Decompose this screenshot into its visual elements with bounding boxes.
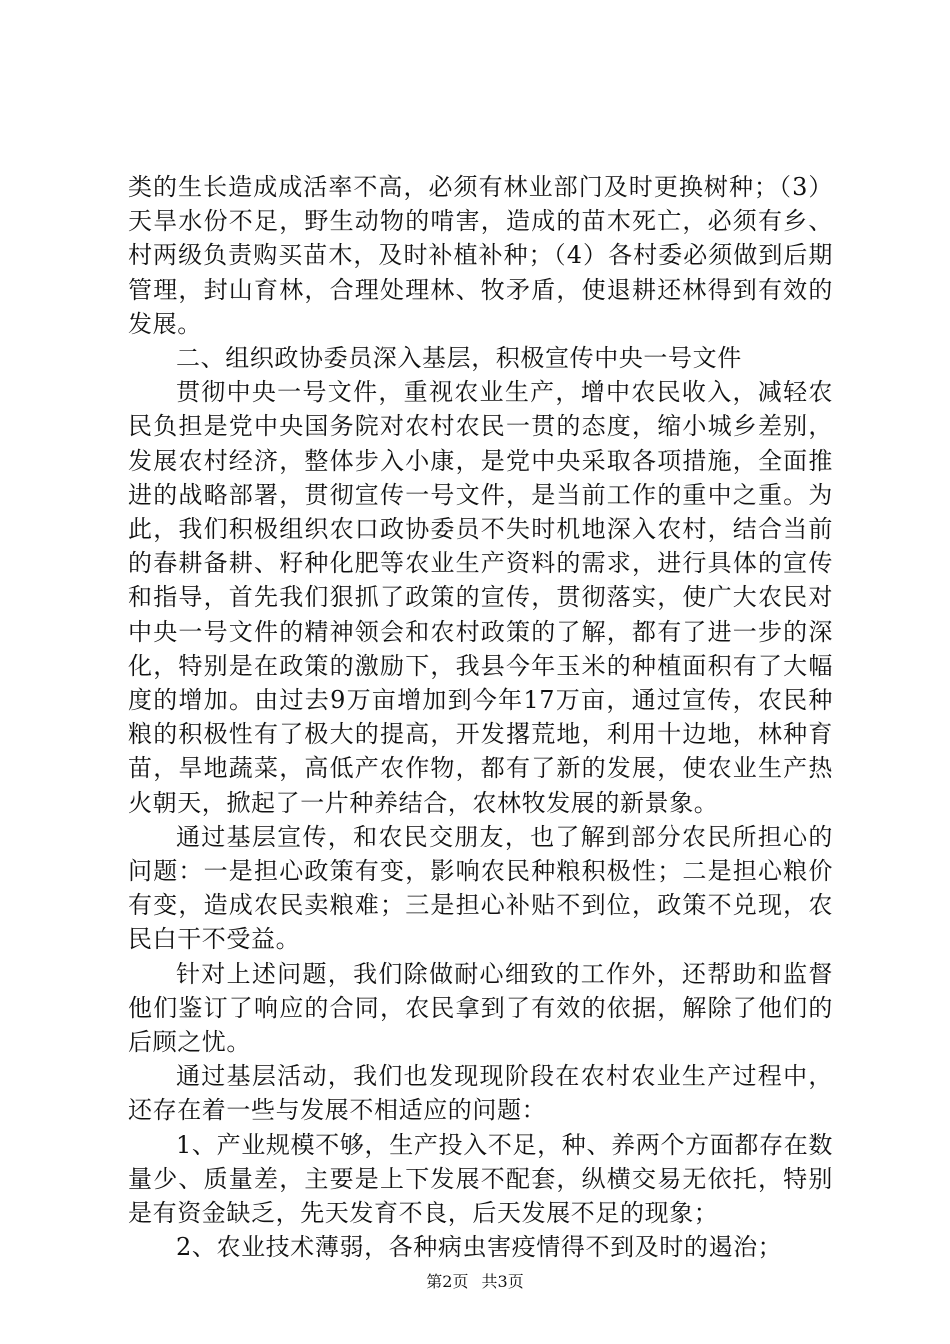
paragraph-4: 通过基层宣传，和农民交朋友，也了解到部分农民所担心的问题：一是担心政策有变，影响农民种粮积极性；二是担心粮价有变，造成农民卖粮难；三是担心补贴不到位，政策不兑现，农民白干不受益。 xyxy=(128,822,833,954)
section-heading: 二、组织政协委员深入基层，积极宣传中央一号文件 xyxy=(176,344,742,373)
page-footer xyxy=(0,1272,950,1292)
paragraph-6: 通过基层活动，我们也发现现阶段在农村农业生产过程中，还存在着一些与发展不相适应的问题： xyxy=(128,1062,833,1125)
document-body xyxy=(128,170,833,1265)
paragraph-3: 贯彻中央一号文件，重视农业生产，增中农民收入，减轻农民负担是党中央国务院对农村农民一贯的态度，缩小城乡差别，发展农村经济，整体步入小康，是党中央采取各项措施，全面推进的战略部署，贯彻宣传一号文件，是当前工作的重中之重。为此，我们积极组织农口政协委员不失时机地深入农村，结合当前的春耕备耕、籽种化肥等农业生产资料的需求，进行具体的宣传和指导，首先我们狠抓了政策的宣传，贯彻落实，使广大农民对中央一号文件的精神领会和农村政策的了解，都有了进一步的深化，特别是在政策的激励下，我县今年玉米的种植面积有了大幅度的增加。由过去9万亩增加到今年17万亩，通过宣传，农民种粮的积极性有了极大的提高，开发撂荒地，利用十边地，林种育苗，旱地蔬菜，高低产农作物，都有了新的发展，使农业生产热火朝天，掀起了一片种养结合，农林牧发展的新景象。 xyxy=(128,378,833,817)
paragraph-5: 针对上述问题，我们除做耐心细致的工作外，还帮助和监督他们鉴订了响应的合同，农民拿到了有效的依据，解除了他们的后顾之忧。 xyxy=(128,959,833,1057)
paragraph-1: 类的生长造成成活率不高，必须有林业部门及时更换树种；（3）天旱水份不足，野生动物的啃害，造成的苗木死亡，必须有乡、村两级负责购买苗木，及时补植补种；（4）各村委必须做到后期管理，封山育林，合理处理林、牧矛盾，使退耕还林得到有效的发展。 xyxy=(128,173,833,338)
page-total: 共3页 xyxy=(481,1272,524,1291)
list-item-1: 1、产业规模不够，生产投入不足，种、养两个方面都存在数量少、质量差，主要是上下发展不配套，纵横交易无依托，特别是有资金缺乏，先天发育不良，后天发展不足的现象； xyxy=(128,1130,833,1228)
list-item-2: 2、农业技术薄弱，各种病虫害疫情得不到及时的遏治； xyxy=(176,1233,783,1262)
page-number: 第2页 xyxy=(426,1272,469,1291)
